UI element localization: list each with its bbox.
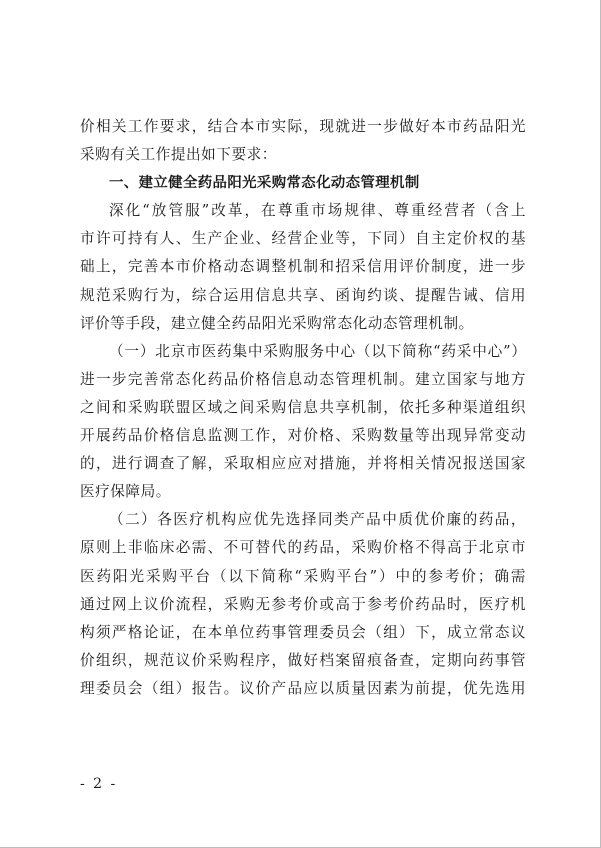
paragraph-line: 规范采购行为，综合运用信息共享、函询约谈、提醒告诫、信用 (80, 286, 526, 304)
paragraph-line: 价相关工作要求，结合本市实际，现就进一步做好本市药品阳光 (80, 118, 526, 135)
paragraph-line: 理委员会（组）报告。议价产品应以质量因素为前提，优先选用 (80, 679, 526, 697)
paragraph-line: 构须严格论证，在本单位药事管理委员会（组）下，成立常态议 (80, 623, 526, 641)
paragraph-line: （二）各医疗机构应优先选择同类产品中质优价廉的药品， (109, 511, 526, 529)
paragraph-line: 采购有关工作提出如下要求： (80, 146, 277, 164)
paragraph-line: （一）北京市医药集中采购服务中心（以下简称“药采中心”） (109, 342, 526, 360)
paragraph-line: 医疗保障局。 (80, 483, 171, 501)
paragraph-line: 医药阳光采购平台（以下简称“采购平台”）中的参考价；确需 (80, 567, 526, 585)
paragraph-line: 原则上非临床必需、不可替代的药品，采购价格不得高于北京市 (80, 539, 526, 557)
paragraph-line: 市许可持有人、生产企业、经营企业等，下同）自主定价权的基 (80, 230, 526, 248)
document-body (80, 113, 526, 703)
section-heading: 一、建立健全药品阳光采购常态化动态管理机制 (109, 175, 420, 192)
paragraph-line: 通过网上议价流程，采购无参考价或高于参考价药品时，医疗机 (80, 595, 526, 613)
page-number: - 2 - (80, 776, 118, 792)
paragraph-line: 深化“放管服”改革，在尊重市场规律、尊重经营者（含上 (109, 202, 526, 220)
paragraph-line: 的，进行调查了解，采取相应应对措施，并将相关情况报送国家 (80, 455, 526, 473)
paragraph-line: 之间和采购联盟区域之间采购信息共享机制，依托多种渠道组织 (80, 398, 526, 416)
paragraph-line: 础上，完善本市价格动态调整机制和招采信用评价制度，进一步 (80, 258, 526, 276)
paragraph-line: 价组织，规范议价采购程序，做好档案留痕备查，定期向药事管 (80, 651, 526, 669)
paragraph-line: 进一步完善常态化药品价格信息动态管理机制。建立国家与地方 (80, 370, 526, 388)
paragraph-line: 评价等手段，建立健全药品阳光采购常态化动态管理机制。 (80, 314, 474, 332)
paragraph-line: 开展药品价格信息监测工作，对价格、采购数量等出现异常变动 (80, 427, 526, 445)
